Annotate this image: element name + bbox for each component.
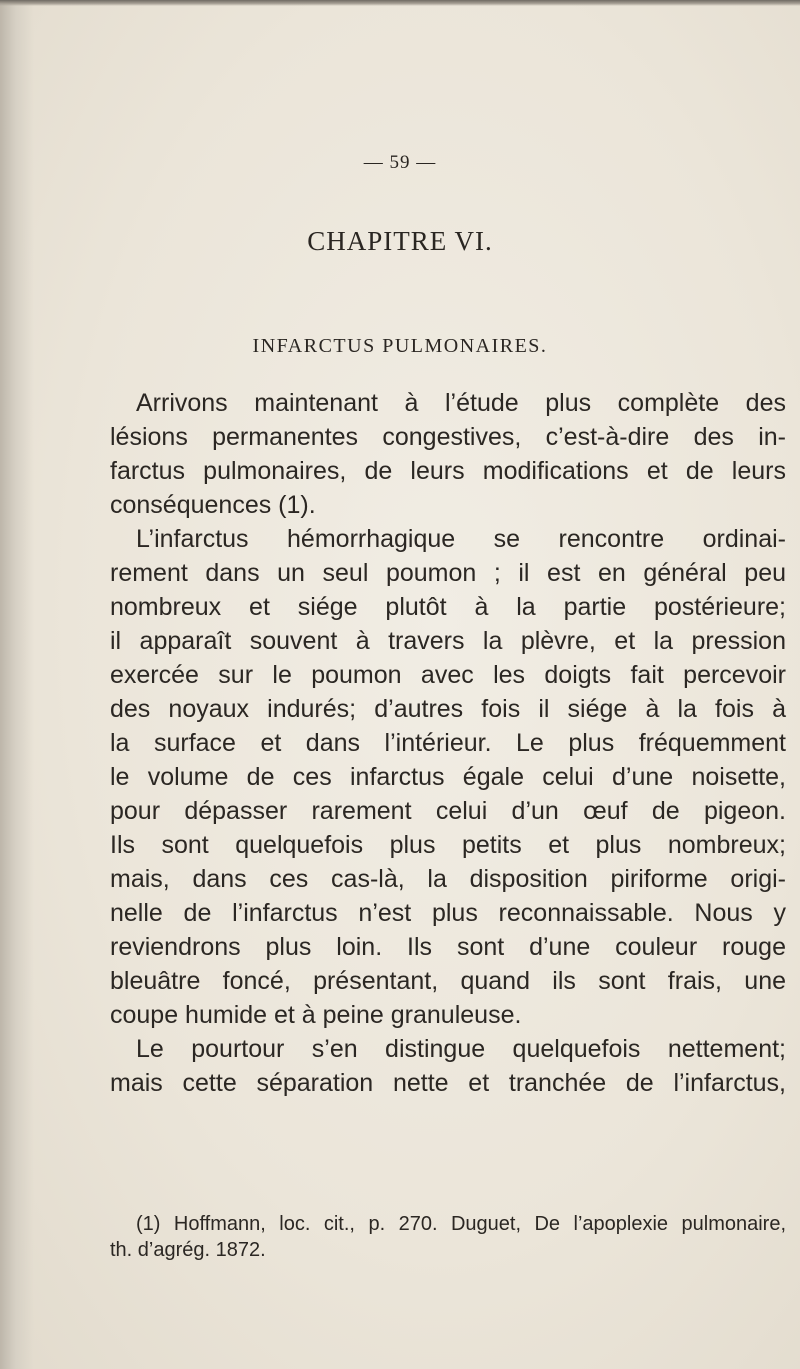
text-line: Le pourtour s’en distingue quelquefois nettement; [136, 1035, 786, 1063]
text-line: il apparaît souvent à travers la plèvre, et la pression [110, 627, 786, 655]
text-line: farctus pulmonaires, de leurs modifications et de leurs [110, 457, 786, 485]
text-line: mais cette séparation nette et tranchée de l’infarctus, [110, 1069, 786, 1097]
text-line: coupe humide et à peine granuleuse. [110, 1001, 522, 1029]
text-line: la surface et dans l’intérieur. Le plus fréquemment [110, 729, 786, 757]
text-line: pour dépasser rarement celui d’un œuf de pigeon. [110, 797, 786, 825]
section-title: INFARCTUS PULMONAIRES. [252, 335, 548, 357]
text-line: nelle de l’infarctus n’est plus reconnaissable. Nous y [110, 899, 786, 927]
text-line: L’infarctus hémorrhagique se rencontre ordinai- [136, 525, 786, 553]
text-line: nombreux et siége plutôt à la partie postérieure; [110, 593, 786, 621]
page-top-edge [0, 0, 800, 6]
text-line: exercée sur le poumon avec les doigts fait percevoir [110, 661, 786, 689]
text-line: reviendrons plus loin. Ils sont d’une couleur rouge [110, 933, 786, 961]
binding-shadow [0, 0, 34, 1369]
footnote [110, 1211, 786, 1263]
footnote-line: (1) Hoffmann, loc. cit., p. 270. Duguet, De l’apoplexie pulmonaire, [136, 1213, 786, 1235]
footnote-line: th. d’agrég. 1872. [110, 1239, 266, 1261]
text-line: Ils sont quelquefois plus petits et plus nombreux; [110, 831, 786, 859]
text-line: rement dans un seul poumon ; il est en général peu [110, 559, 786, 587]
body-text [110, 386, 786, 1100]
text-line: Arrivons maintenant à l’étude plus complète des [136, 389, 786, 417]
chapter-title: CHAPITRE VI. [307, 226, 493, 256]
text-line: le volume de ces infarctus égale celui d’une noisette, [110, 763, 786, 791]
text-line: lésions permanentes congestives, c’est-à-dire des in- [110, 423, 786, 451]
text-line: des noyaux indurés; d’autres fois il siége à la fois à [110, 695, 786, 723]
text-line: mais, dans ces cas-là, la disposition piriforme origi- [110, 865, 786, 893]
page-number: — 59 — [363, 152, 437, 173]
text-line: bleuâtre foncé, présentant, quand ils sont frais, une [110, 967, 786, 995]
text-line: conséquences (1). [110, 491, 316, 519]
